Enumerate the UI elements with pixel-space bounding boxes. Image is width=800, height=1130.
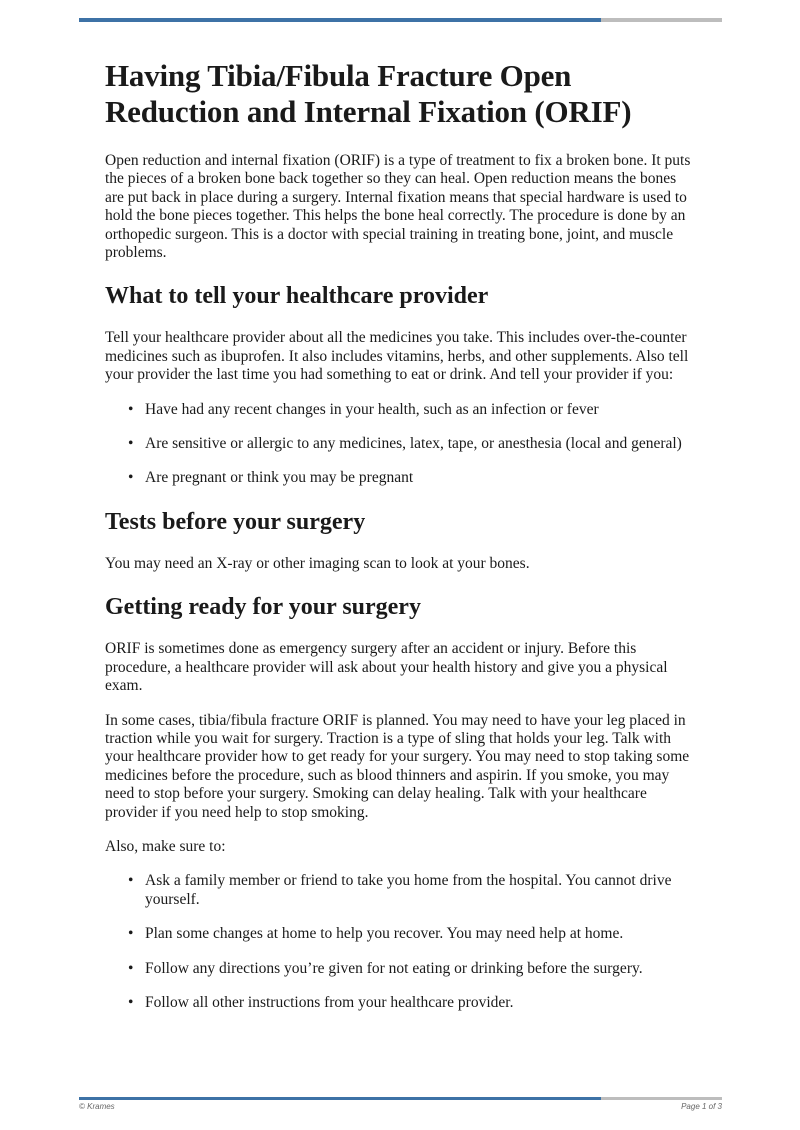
bottom-divider — [79, 1097, 722, 1100]
list-item: • Ask a family member or friend to take you home from the hospital. You cannot drive yourself. — [128, 872, 672, 908]
getting-ready-paragraph-2: In some cases, tibia/fibula fracture ORIF is planned. You may need to have your leg placed in traction while you wait for surgery. Traction is a type of sling that holds your leg. Talk with your healthcare provider how to get ready for your surgery. You may need to stop taking some medicines before the procedure, such as blood thinners and aspirin. If you smoke, you may need to stop before your surgery. Smoking can delay healing. Talk with your healthcare provider if you need help to stop smoking. — [105, 711, 690, 821]
bullet-icon: • — [128, 993, 134, 1011]
top-divider — [79, 18, 722, 22]
bottom-divider-accent — [79, 1097, 601, 1100]
list-item: • Plan some changes at home to help you recover. You may need help at home. — [128, 925, 624, 943]
tests-paragraph: You may need an X-ray or other imaging scan to look at your bones. — [105, 554, 530, 572]
bullet-icon: • — [128, 959, 134, 977]
list-item: • Have had any recent changes in your health, such as an infection or fever — [128, 400, 599, 418]
getting-ready-list — [105, 872, 697, 1012]
intro-paragraph: Open reduction and internal fixation (ORIF) is a type of treatment to fix a broken bone. It puts the pieces of a broken bone back together so they can heal. Open reduction means the bones are put back in place during a surgery. Internal fixation means that special hardware is used to hold the bone pieces together. This helps the bone heal correctly. The procedure is done by an orthopedic surgeon. This is a doctor with special training in treating bone, joint, and muscle problems. — [105, 152, 691, 262]
footer-copyright: © Krames — [79, 1102, 115, 1111]
bullet-icon: • — [128, 872, 134, 890]
document-body — [105, 58, 697, 1028]
heading-tell-provider: What to tell your healthcare provider — [105, 283, 489, 310]
top-divider-muted — [601, 18, 722, 22]
list-item: • Follow any directions you’re given for not eating or drinking before the surgery. — [128, 959, 643, 977]
top-divider-accent — [79, 18, 601, 22]
footer-page-number: Page 1 of 3 — [681, 1102, 722, 1111]
heading-getting-ready: Getting ready for your surgery — [105, 594, 421, 621]
page-title: Having Tibia/Fibula Fracture Open Reduction and Internal Fixation (ORIF) — [105, 58, 632, 129]
bottom-divider-muted — [601, 1097, 722, 1100]
getting-ready-paragraph-1: ORIF is sometimes done as emergency surgery after an accident or injury. Before this procedure, a healthcare provider will ask about your health history and give you a physical exam. — [105, 640, 668, 695]
bullet-icon: • — [128, 925, 134, 943]
tell-provider-list — [105, 401, 697, 488]
bullet-icon: • — [128, 469, 134, 487]
getting-ready-paragraph-3: Also, make sure to: — [105, 837, 226, 855]
list-item: • Are sensitive or allergic to any medicines, latex, tape, or anesthesia (local and general) — [128, 435, 682, 453]
list-item: • Follow all other instructions from your healthcare provider. — [128, 993, 514, 1011]
bullet-icon: • — [128, 400, 134, 418]
list-item: • Are pregnant or think you may be pregnant — [128, 469, 414, 487]
heading-tests: Tests before your surgery — [105, 508, 366, 535]
tell-provider-paragraph: Tell your healthcare provider about all the medicines you take. This includes over-the-counter medicines such as ibuprofen. It also includes vitamins, herbs, and other supplements. Also tell your provider the last time you had something to eat or drink. And tell your provider if you: — [105, 329, 689, 384]
bullet-icon: • — [128, 435, 134, 453]
